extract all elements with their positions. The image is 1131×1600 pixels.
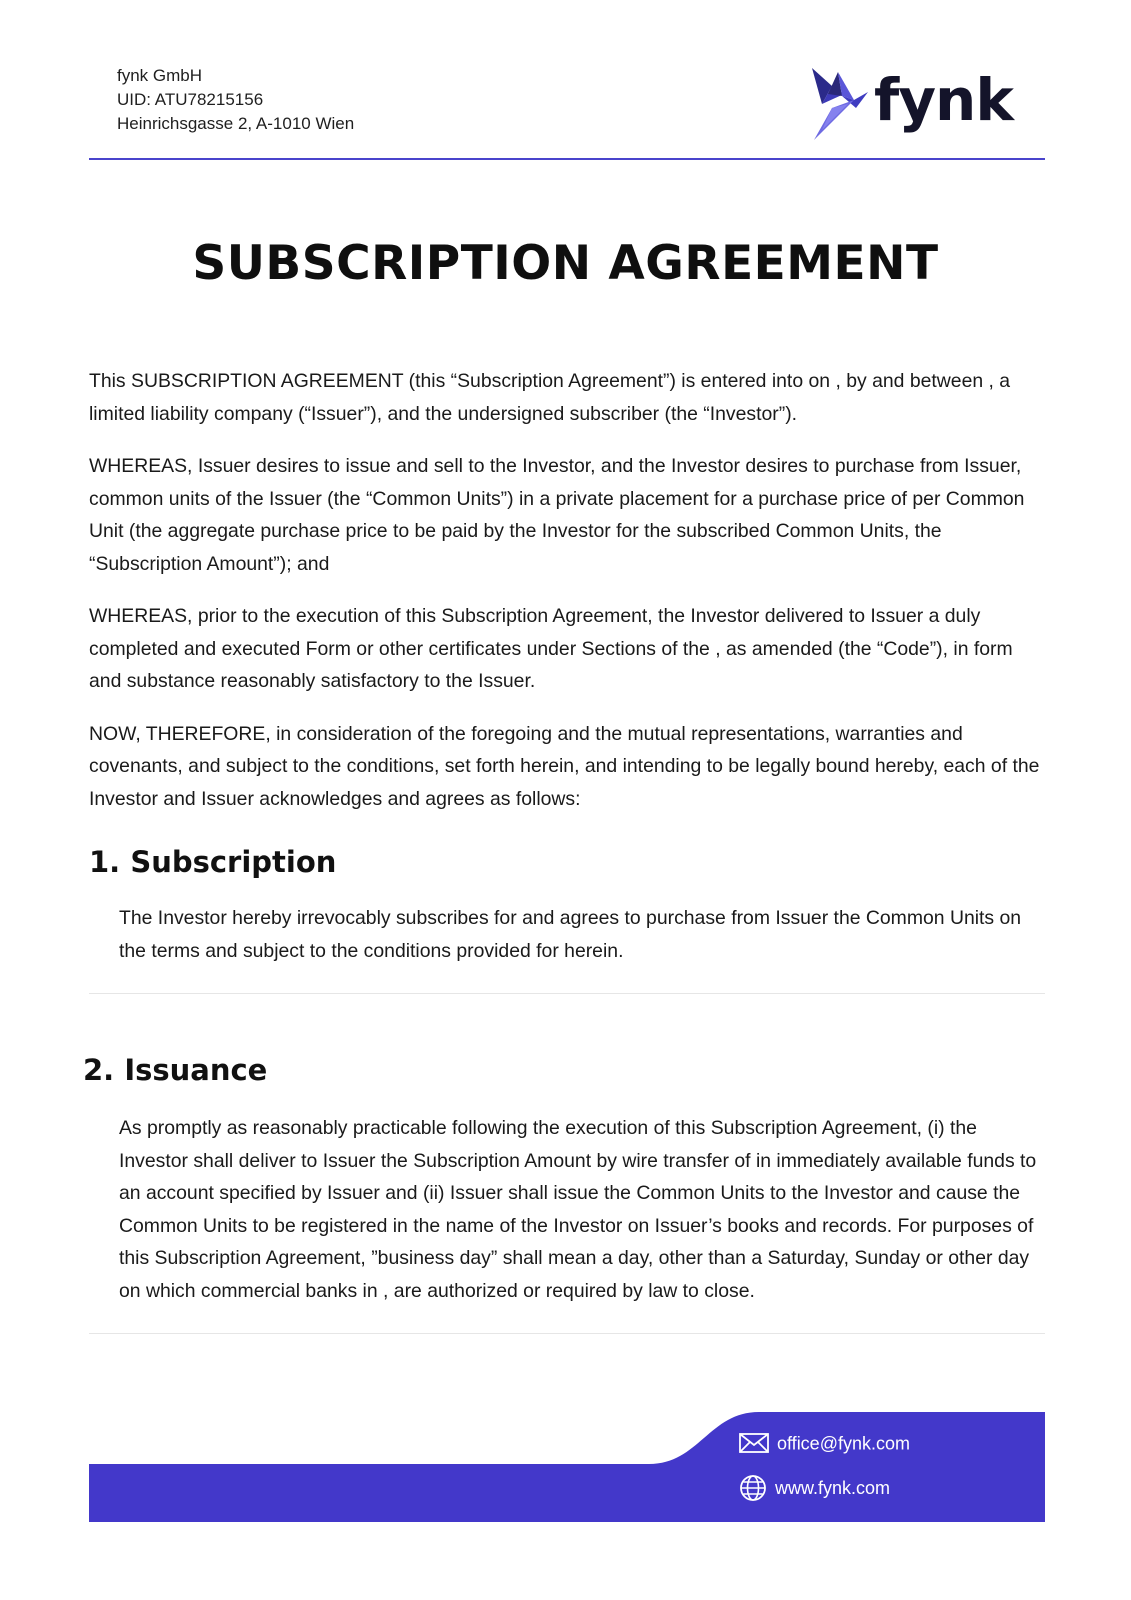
globe-icon [739,1474,767,1502]
section-body: The Investor hereby irrevocably subscribes for and agrees to purchase from Issuer the Common Units on the terms and subject to the conditions provided for herein. [119,907,1022,962]
footer-band [89,1412,1045,1522]
section-heading [89,842,1045,882]
document-title: SUBSCRIPTION AGREEMENT [192,236,939,291]
intro-paragraph: WHEREAS, prior to the execution of this Subscription Agreement, the Investor delivered to Issuer a duly completed and executed Form or other certificates under Sections of the , as amended (the “Code”), in form and substance reasonably satisfactory to the Issuer. [89,605,1013,692]
section-title: Subscription [130,845,337,879]
footer-website[interactable] [739,1474,890,1502]
company-address: Heinrichsgasse 2, A-1010 Wien [117,114,355,133]
intro-paragraph: This SUBSCRIPTION AGREEMENT (this “Subscription Agreement”) is entered into on , by and between , a limited liability company (“Issuer”), and the undersigned subscriber (the “Investor”). [89,370,1011,425]
footer-email[interactable] [739,1430,910,1455]
section-number: 2. [83,1053,115,1087]
section-body: As promptly as reasonably practicable following the execution of this Subscription Agreement, (i) the Investor shall deliver to Issuer the Subscription Amount by wire transfer of in immediately available funds to an account specified by Issuer and (ii) Issuer shall issue the Common Units to the Investor and cause the Common Units to be registered in the name of the Investor on Issuer’s books and records. For purposes of this Subscription Agreement, ”business day” shall mean a day, other than a Saturday, Sunday or other day on which commercial banks in , are authorized or required by law to close. [119,1117,1037,1302]
section-number: 1. [89,845,121,879]
fynk-logo [808,60,1013,144]
intro-paragraph: NOW, THEREFORE, in consideration of the foregoing and the mutual representations, warranties and covenants, and subject to the conditions, set forth herein, and intending to be legally bound hereby, each of the Investor and Issuer acknowledges and agrees as follows: [89,722,1040,810]
email-text[interactable]: office@fynk.com [777,1433,910,1454]
section-divider [89,993,1045,994]
website-text[interactable]: www.fynk.com [775,1478,891,1498]
section-title: Issuance [124,1053,268,1087]
section-issuance [83,1050,1045,1334]
footer [89,1412,1045,1522]
header-divider [89,158,1045,160]
intro-paragraph: WHEREAS, Issuer desires to issue and sell to the Investor, and the Investor desires to purchase from Issuer, common units of the Issuer (the “Common Units”) in a private placement for a purchase price of per Common Unit (the aggregate purchase price to be paid by the Investor for the subscribed Common Units, the “Subscription Amount”); and [89,455,1025,575]
company-name: fynk GmbH [117,66,203,85]
section-divider [89,1333,1045,1334]
section-subscription [89,842,1045,994]
envelope-icon [739,1433,769,1453]
intro [89,365,1049,835]
logo-wordmark: fynk [874,66,1013,134]
fynk-bird-logo-icon [808,64,874,144]
company-uid: UID: ATU78215156 [117,90,264,109]
section-heading [83,1050,1045,1090]
company-info [117,64,354,136]
